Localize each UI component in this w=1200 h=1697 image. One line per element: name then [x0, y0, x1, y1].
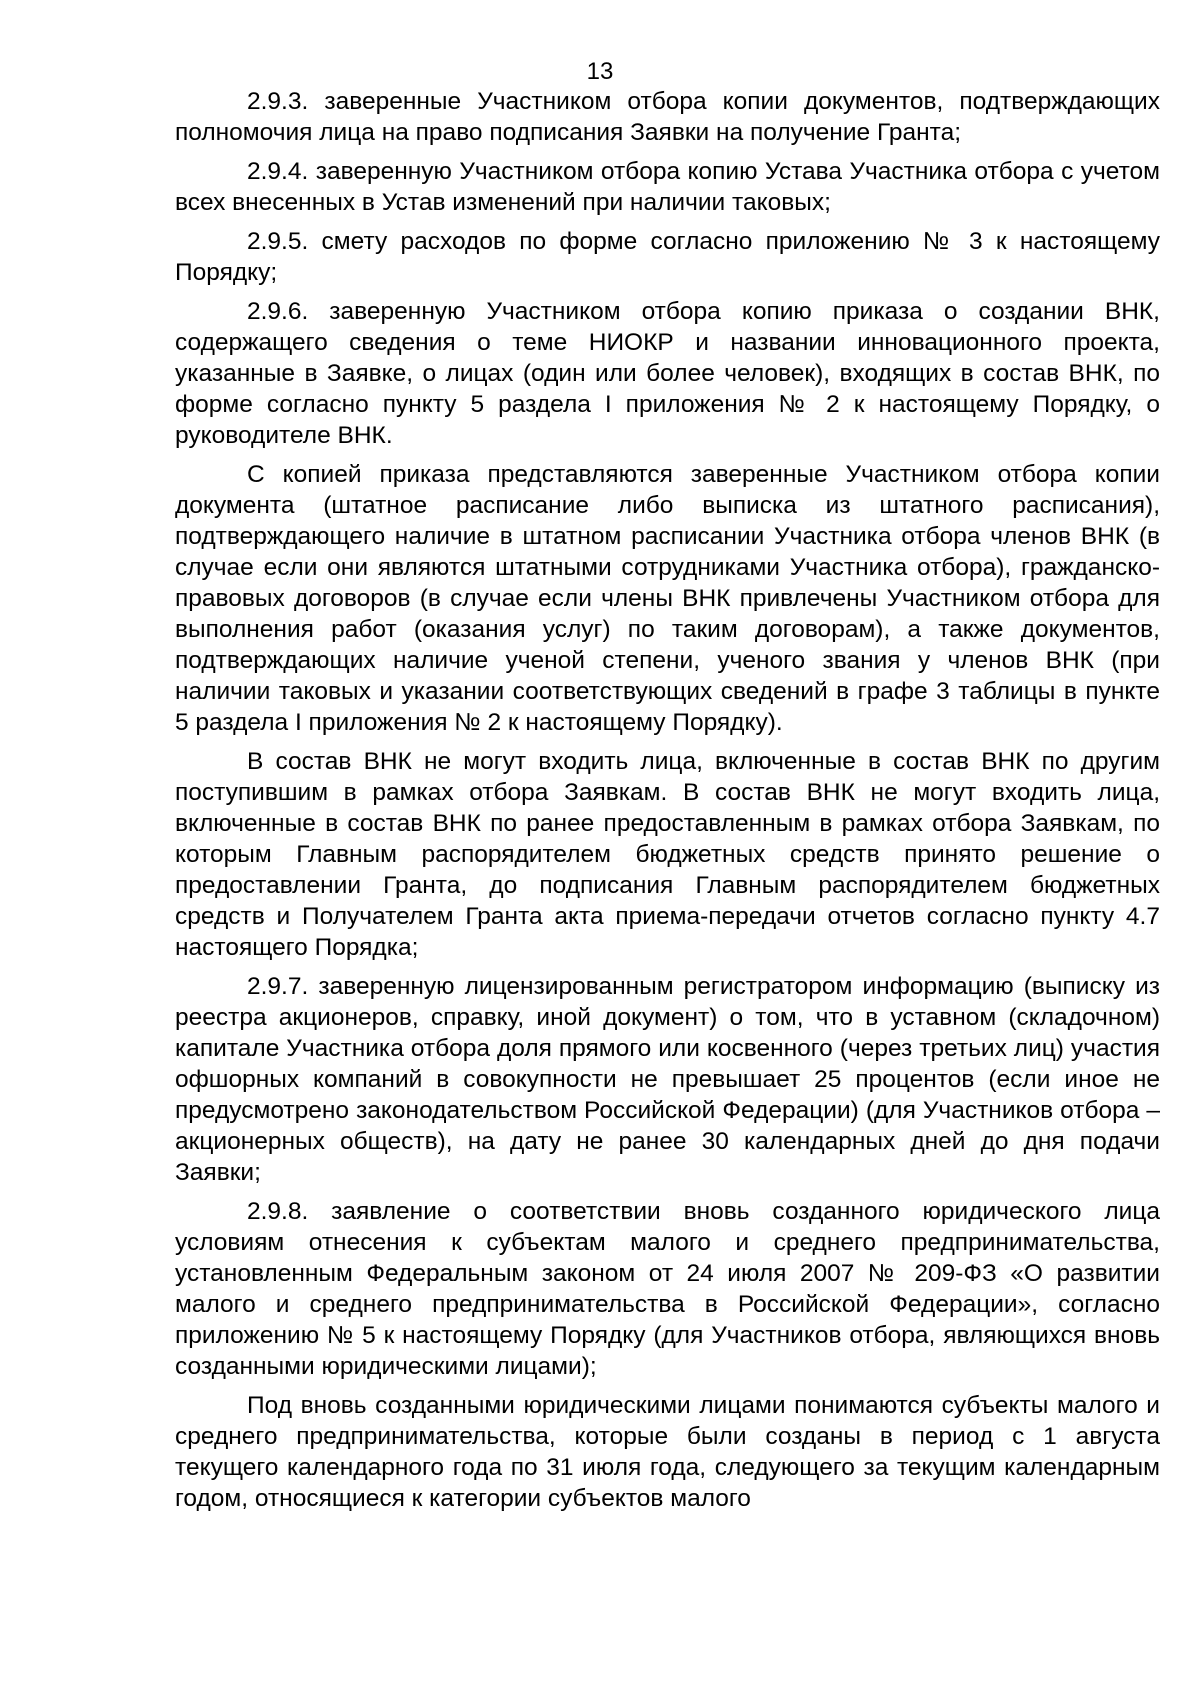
paragraph-vnk-restrictions: В состав ВНК не могут входить лица, включенные в состав ВНК по другим поступившим в рамках отбора Заявкам. В состав ВНК не могут входить лица, включенные в состав ВНК по ранее предоставленным в рамках отбора Заявкам, по которым Главным распорядителем бюджетных средств принято решение о предоставлении Гранта, до подписания Главным распорядителем бюджетных средств и Получателем Гранта акта приема-передачи отчетов согласно пункту 4.7 настоящего Порядка; [175, 748, 1160, 961]
document-body [175, 86, 1160, 1522]
paragraph-2-9-3: 2.9.3. заверенные Участником отбора копии документов, подтверждающих полномочия лица на право подписания Заявки на получение Гранта; [175, 88, 1160, 146]
paragraph-2-9-6: 2.9.6. заверенную Участником отбора копию приказа о создании ВНК, содержащего сведения о теме НИОКР и названии инновационного проекта, указанные в Заявке, о лицах (один или более человек), входящих в состав ВНК, по форме согласно пункту 5 раздела I приложения № 2 к настоящему Порядку, о руководителе ВНК. [175, 298, 1160, 449]
paragraph-2-9-8: 2.9.8. заявление о соответствии вновь созданного юридического лица условиям отнесения к субъектам малого и среднего предпринимательства, установленным Федеральным законом от 24 июля 2007 № 209-ФЗ «О развитии малого и среднего предпринимательства в Российской Федерации», согласно приложению № 5 к настоящему Порядку (для Участников отбора, являющихся вновь созданными юридическими лицами); [175, 1198, 1160, 1380]
paragraph-order-copy: С копией приказа представляются заверенные Участником отбора копии документа (штатное расписание либо выписка из штатного расписания), подтверждающего наличие в штатном расписании Участника отбора членов ВНК (в случае если они являются штатными сотрудниками Участника отбора), гражданско-правовых договоров (в случае если члены ВНК привлечены Участником отбора для выполнения работ (оказания услуг) по таким договорам), а также документов, подтверждающих наличие ученой степени, ученого звания у членов ВНК (при наличии таковых и указании соответствующих сведений в графе 3 таблицы в пункте 5 раздела I приложения № 2 к настоящему Порядку). [175, 461, 1160, 736]
paragraph-2-9-4: 2.9.4. заверенную Участником отбора копию Устава Участника отбора с учетом всех внесенных в Устав изменений при наличии таковых; [175, 158, 1160, 216]
paragraph-new-legal-entities: Под вновь созданными юридическими лицами понимаются субъекты малого и среднего предпринимательства, которые были созданы в период с 1 августа текущего календарного года по 31 июля года, следующего за текущим календарным годом, относящиеся к категории субъектов малого [175, 1392, 1160, 1512]
paragraph-2-9-5: 2.9.5. смету расходов по форме согласно приложению № 3 к настоящему Порядку; [175, 228, 1160, 286]
paragraph-2-9-7: 2.9.7. заверенную лицензированным регистратором информацию (выписку из реестра акционеров, справку, иной документ) о том, что в уставном (складочном) капитале Участника отбора доля прямого или косвенного (через третьих лиц) участия офшорных компаний в совокупности не превышает 25 процентов (если иное не предусмотрено законодательством Российской Федерации) (для Участников отбора – акционерных обществ), на дату не ранее 30 календарных дней до дня подачи Заявки; [175, 973, 1160, 1186]
page-number: 13 [586, 58, 614, 85]
